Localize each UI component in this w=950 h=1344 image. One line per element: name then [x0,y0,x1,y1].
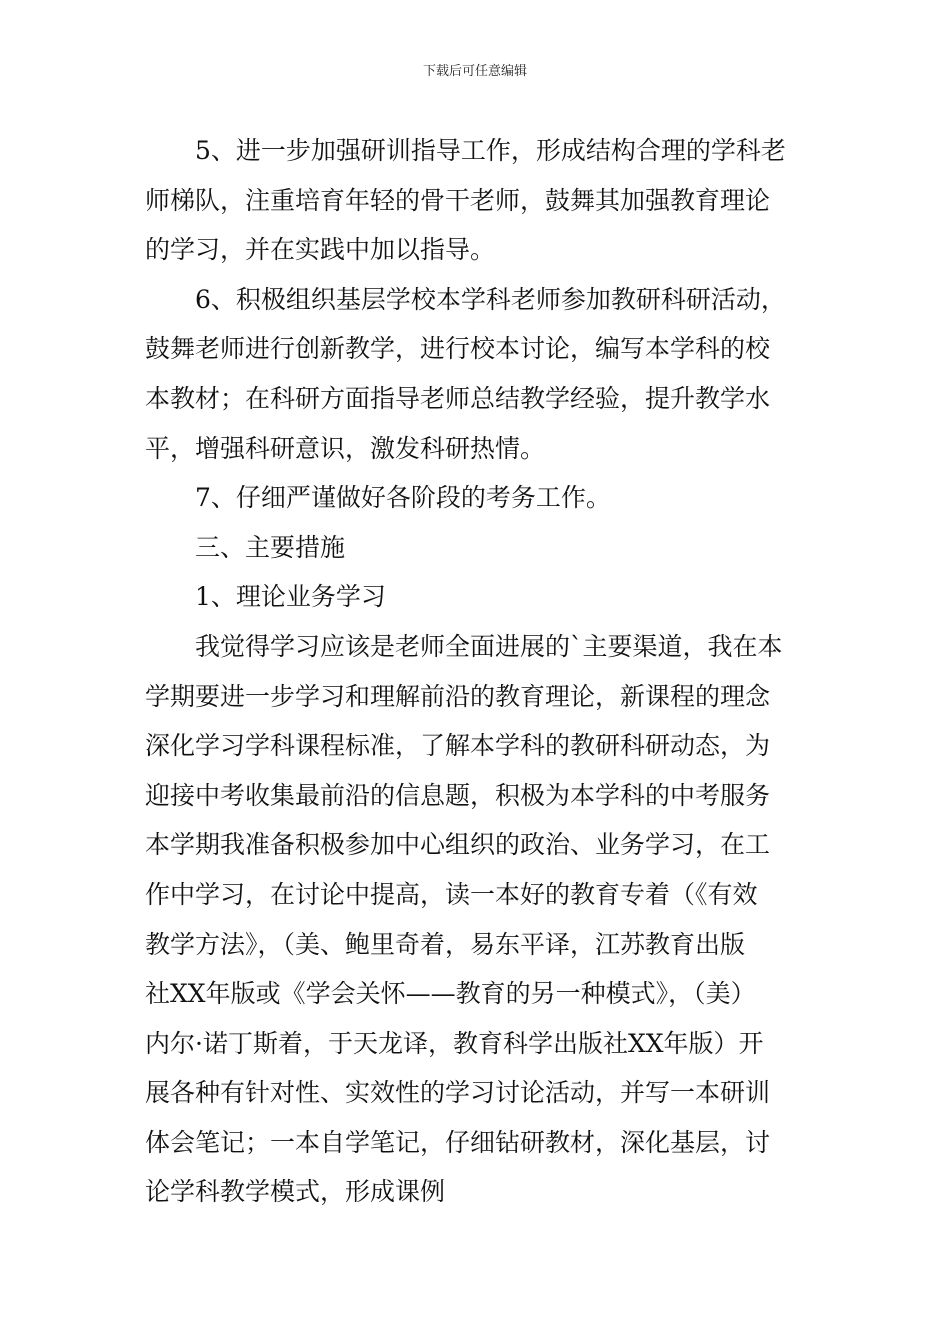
text-line: 的学习，并在实践中加以指导。 [145,235,496,265]
text-line: 5、进一步加强研训指导工作，形成结构合理的学科老 [195,136,786,165]
text-line: 学期要进一步学习和理解前沿的教育理论，新课程的理念 [145,681,771,711]
text-line: 体会笔记；一本自学笔记，仔细钻研教材，深化基层，讨 [145,1127,771,1157]
page-header: 下载后可任意编辑 [422,64,527,79]
text-line: 内尔·诺丁斯着，于天龙译，教育科学出版社XX年版）开 [145,1028,764,1058]
text-line: 展各种有针对性、实效性的学习讨论活动，并写一本研训 [145,1078,771,1108]
text-line: 深化学习学科课程标准，了解本学科的教研科研动态，为 [145,731,771,761]
text-line: 7、仔细严谨做好各阶段的考务工作。 [195,483,611,513]
text-line: 三、主要措施 [195,532,346,562]
text-line: 教学方法》，（美、鲍里奇着，易东平译，江苏教育出版 [145,929,746,959]
text-line: 6、积极组织基层学校本学科老师参加教研科研活动， [195,284,786,314]
text-line: 本教材；在科研方面指导老师总结教学经验，提升教学水 [145,383,771,413]
document-body [145,126,809,1217]
text-line: 平，增强科研意识，激发科研热情。 [145,433,546,463]
text-line: 师梯队，注重培育年轻的骨干老师，鼓舞其加强教育理论 [145,185,771,215]
text-line: 社XX年版或《学会关怀——教育的另一种模式》，（美） [145,979,756,1009]
text-line: 我觉得学习应该是老师全面进展的`主要渠道，我在本 [195,631,783,661]
text-line: 论学科教学模式，形成课例 [145,1177,446,1207]
text-line: 1、理论业务学习 [195,582,386,612]
text-line: 本学期我准备积极参加中心组织的政治、业务学习，在工 [145,830,771,860]
text-line: 鼓舞老师进行创新教学，进行校本讨论，编写本学科的校 [145,334,771,364]
text-line: 迎接中考收集最前沿的信息题，积极为本学科的中考服务 [145,780,771,810]
text-line: 作中学习，在讨论中提高，读一本好的教育专着（《有效 [145,879,758,909]
